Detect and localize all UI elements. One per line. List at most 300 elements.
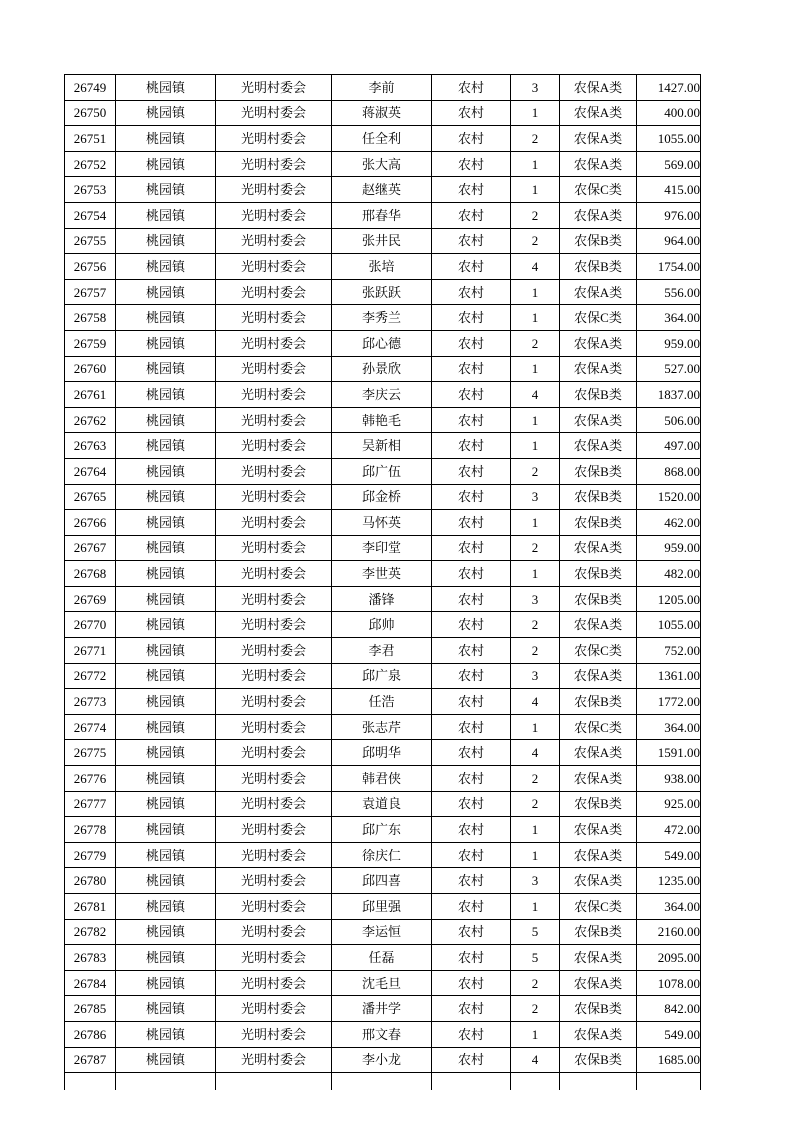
cell-town: 桃园镇 xyxy=(116,100,216,126)
cell-amount: 1055.00 xyxy=(637,612,701,638)
cell-residence-type: 农村 xyxy=(432,894,511,920)
cell-person-name: 张跃跃 xyxy=(332,279,432,305)
cell-insurance-category: 农保A类 xyxy=(560,817,637,843)
cell-amount: 842.00 xyxy=(637,996,701,1022)
cell-person-count: 2 xyxy=(511,535,560,561)
cell-residence-type: 农村 xyxy=(432,407,511,433)
cell-person-name: 李前 xyxy=(332,75,432,101)
cell-person-count: 3 xyxy=(511,484,560,510)
cell-town: 桃园镇 xyxy=(116,766,216,792)
cell-committee: 光明村委会 xyxy=(216,996,332,1022)
cell-id xyxy=(65,1073,116,1090)
table-row xyxy=(65,330,701,356)
cell-residence-type: 农村 xyxy=(432,945,511,971)
cell-committee: 光明村委会 xyxy=(216,202,332,228)
cell-insurance-category: 农保A类 xyxy=(560,356,637,382)
cell-committee: 光明村委会 xyxy=(216,535,332,561)
data-table xyxy=(64,74,701,1090)
cell-amount: 976.00 xyxy=(637,202,701,228)
cell-person-count: 3 xyxy=(511,75,560,101)
cell-amount: 1520.00 xyxy=(637,484,701,510)
cell-id: 26784 xyxy=(65,970,116,996)
cell-insurance-category: 农保A类 xyxy=(560,151,637,177)
cell-amount: 549.00 xyxy=(637,1021,701,1047)
cell-town: 桃园镇 xyxy=(116,970,216,996)
cell-insurance-category: 农保A类 xyxy=(560,842,637,868)
cell-amount: 752.00 xyxy=(637,638,701,664)
cell-committee: 光明村委会 xyxy=(216,254,332,280)
cell-committee: 光明村委会 xyxy=(216,561,332,587)
cell-insurance-category: 农保B类 xyxy=(560,689,637,715)
cell-id: 26763 xyxy=(65,433,116,459)
table-row xyxy=(65,996,701,1022)
cell-id: 26779 xyxy=(65,842,116,868)
table-row xyxy=(65,279,701,305)
cell-amount: 472.00 xyxy=(637,817,701,843)
cell-insurance-category: 农保B类 xyxy=(560,586,637,612)
cell-committee: 光明村委会 xyxy=(216,75,332,101)
cell-insurance-category: 农保B类 xyxy=(560,1047,637,1073)
cell-town: 桃园镇 xyxy=(116,126,216,152)
cell-person-count: 1 xyxy=(511,510,560,536)
cell-person-name xyxy=(332,1073,432,1090)
table-row xyxy=(65,510,701,536)
cell-id: 26764 xyxy=(65,458,116,484)
cell-town: 桃园镇 xyxy=(116,638,216,664)
cell-residence-type: 农村 xyxy=(432,663,511,689)
cell-committee: 光明村委会 xyxy=(216,126,332,152)
cell-committee: 光明村委会 xyxy=(216,305,332,331)
cell-committee: 光明村委会 xyxy=(216,714,332,740)
table-row xyxy=(65,586,701,612)
table-row xyxy=(65,868,701,894)
cell-insurance-category: 农保A类 xyxy=(560,766,637,792)
cell-committee: 光明村委会 xyxy=(216,458,332,484)
cell-insurance-category: 农保C类 xyxy=(560,305,637,331)
cell-town: 桃园镇 xyxy=(116,458,216,484)
cell-amount: 2095.00 xyxy=(637,945,701,971)
cell-amount: 527.00 xyxy=(637,356,701,382)
cell-insurance-category: 农保A类 xyxy=(560,100,637,126)
cell-committee: 光明村委会 xyxy=(216,228,332,254)
cell-person-count: 2 xyxy=(511,202,560,228)
cell-person-name: 邱广伍 xyxy=(332,458,432,484)
cell-person-count: 5 xyxy=(511,945,560,971)
cell-amount: 400.00 xyxy=(637,100,701,126)
cell-amount: 925.00 xyxy=(637,791,701,817)
cell-id: 26770 xyxy=(65,612,116,638)
cell-person-count: 4 xyxy=(511,740,560,766)
cell-insurance-category: 农保A类 xyxy=(560,433,637,459)
cell-insurance-category: 农保A类 xyxy=(560,126,637,152)
cell-amount: 1361.00 xyxy=(637,663,701,689)
cell-id: 26750 xyxy=(65,100,116,126)
cell-insurance-category: 农保A类 xyxy=(560,663,637,689)
cell-person-name: 赵继英 xyxy=(332,177,432,203)
cell-id: 26783 xyxy=(65,945,116,971)
table-row xyxy=(65,1073,701,1090)
cell-town: 桃园镇 xyxy=(116,561,216,587)
cell-id: 26767 xyxy=(65,535,116,561)
cell-id: 26780 xyxy=(65,868,116,894)
cell-town: 桃园镇 xyxy=(116,1047,216,1073)
cell-insurance-category: 农保C类 xyxy=(560,177,637,203)
cell-town: 桃园镇 xyxy=(116,1021,216,1047)
cell-person-count: 1 xyxy=(511,842,560,868)
cell-committee: 光明村委会 xyxy=(216,945,332,971)
cell-town: 桃园镇 xyxy=(116,407,216,433)
cell-id: 26781 xyxy=(65,894,116,920)
cell-insurance-category: 农保A类 xyxy=(560,612,637,638)
cell-insurance-category: 农保B类 xyxy=(560,919,637,945)
table-row xyxy=(65,1021,701,1047)
table-row xyxy=(65,842,701,868)
cell-person-name: 邱广东 xyxy=(332,817,432,843)
cell-id: 26756 xyxy=(65,254,116,280)
cell-person-count: 3 xyxy=(511,663,560,689)
cell-residence-type: 农村 xyxy=(432,202,511,228)
cell-residence-type: 农村 xyxy=(432,638,511,664)
cell-id: 26751 xyxy=(65,126,116,152)
cell-person-count: 3 xyxy=(511,586,560,612)
cell-amount: 959.00 xyxy=(637,330,701,356)
cell-amount: 964.00 xyxy=(637,228,701,254)
cell-person-name: 李运恒 xyxy=(332,919,432,945)
table-row xyxy=(65,228,701,254)
cell-person-count: 4 xyxy=(511,1047,560,1073)
table-row xyxy=(65,638,701,664)
cell-person-count: 1 xyxy=(511,1021,560,1047)
cell-person-count: 1 xyxy=(511,151,560,177)
cell-committee: 光明村委会 xyxy=(216,151,332,177)
cell-person-count: 1 xyxy=(511,305,560,331)
cell-person-count: 1 xyxy=(511,894,560,920)
cell-person-count: 1 xyxy=(511,279,560,305)
table-row xyxy=(65,919,701,945)
cell-residence-type: 农村 xyxy=(432,612,511,638)
cell-town: 桃园镇 xyxy=(116,535,216,561)
cell-residence-type: 农村 xyxy=(432,228,511,254)
cell-amount: 938.00 xyxy=(637,766,701,792)
cell-person-count: 1 xyxy=(511,100,560,126)
cell-town: 桃园镇 xyxy=(116,586,216,612)
cell-id: 26754 xyxy=(65,202,116,228)
cell-person-name: 张大高 xyxy=(332,151,432,177)
cell-committee: 光明村委会 xyxy=(216,279,332,305)
cell-town: 桃园镇 xyxy=(116,177,216,203)
cell-amount: 364.00 xyxy=(637,305,701,331)
cell-insurance-category: 农保B类 xyxy=(560,996,637,1022)
table-row xyxy=(65,714,701,740)
cell-residence-type: 农村 xyxy=(432,305,511,331)
cell-id: 26761 xyxy=(65,382,116,408)
cell-committee: 光明村委会 xyxy=(216,740,332,766)
table-row xyxy=(65,305,701,331)
cell-committee: 光明村委会 xyxy=(216,586,332,612)
table-row xyxy=(65,407,701,433)
table-row xyxy=(65,433,701,459)
cell-person-count: 1 xyxy=(511,356,560,382)
cell-insurance-category: 农保A类 xyxy=(560,202,637,228)
cell-residence-type: 农村 xyxy=(432,535,511,561)
cell-committee: 光明村委会 xyxy=(216,1021,332,1047)
cell-amount: 1427.00 xyxy=(637,75,701,101)
cell-town: 桃园镇 xyxy=(116,305,216,331)
cell-person-count: 2 xyxy=(511,330,560,356)
table-row xyxy=(65,254,701,280)
cell-town: 桃园镇 xyxy=(116,612,216,638)
cell-amount: 2160.00 xyxy=(637,919,701,945)
cell-residence-type: 农村 xyxy=(432,919,511,945)
cell-id: 26765 xyxy=(65,484,116,510)
cell-id: 26785 xyxy=(65,996,116,1022)
cell-committee: 光明村委会 xyxy=(216,612,332,638)
cell-person-count: 2 xyxy=(511,766,560,792)
cell-residence-type: 农村 xyxy=(432,356,511,382)
table-row xyxy=(65,791,701,817)
cell-id: 26769 xyxy=(65,586,116,612)
cell-town: 桃园镇 xyxy=(116,510,216,536)
cell-residence-type: 农村 xyxy=(432,151,511,177)
cell-town: 桃园镇 xyxy=(116,791,216,817)
cell-amount xyxy=(637,1073,701,1090)
cell-residence-type: 农村 xyxy=(432,177,511,203)
cell-amount: 868.00 xyxy=(637,458,701,484)
cell-person-count: 3 xyxy=(511,868,560,894)
cell-residence-type: 农村 xyxy=(432,382,511,408)
cell-residence-type: 农村 xyxy=(432,740,511,766)
cell-committee: 光明村委会 xyxy=(216,868,332,894)
cell-id: 26775 xyxy=(65,740,116,766)
cell-person-count: 1 xyxy=(511,714,560,740)
cell-insurance-category: 农保B类 xyxy=(560,791,637,817)
cell-amount: 462.00 xyxy=(637,510,701,536)
cell-person-name: 张培 xyxy=(332,254,432,280)
cell-residence-type: 农村 xyxy=(432,842,511,868)
table-body xyxy=(65,75,701,1091)
table-row xyxy=(65,561,701,587)
cell-residence-type: 农村 xyxy=(432,100,511,126)
cell-amount: 569.00 xyxy=(637,151,701,177)
cell-id: 26759 xyxy=(65,330,116,356)
cell-town: 桃园镇 xyxy=(116,75,216,101)
cell-town: 桃园镇 xyxy=(116,433,216,459)
cell-residence-type: 农村 xyxy=(432,868,511,894)
cell-insurance-category: 农保C类 xyxy=(560,714,637,740)
table-row xyxy=(65,177,701,203)
cell-committee: 光明村委会 xyxy=(216,100,332,126)
cell-committee: 光明村委会 xyxy=(216,330,332,356)
cell-residence-type: 农村 xyxy=(432,714,511,740)
cell-person-name: 吴新相 xyxy=(332,433,432,459)
cell-town: 桃园镇 xyxy=(116,663,216,689)
cell-person-count: 2 xyxy=(511,126,560,152)
cell-town: 桃园镇 xyxy=(116,945,216,971)
cell-person-name: 邱帅 xyxy=(332,612,432,638)
cell-person-name: 孙景欣 xyxy=(332,356,432,382)
cell-insurance-category: 农保A类 xyxy=(560,970,637,996)
cell-id: 26774 xyxy=(65,714,116,740)
cell-residence-type xyxy=(432,1073,511,1090)
cell-committee: 光明村委会 xyxy=(216,382,332,408)
cell-amount: 415.00 xyxy=(637,177,701,203)
cell-person-count xyxy=(511,1073,560,1090)
cell-id: 26766 xyxy=(65,510,116,536)
cell-id: 26786 xyxy=(65,1021,116,1047)
cell-residence-type: 农村 xyxy=(432,970,511,996)
cell-town: 桃园镇 xyxy=(116,356,216,382)
cell-insurance-category: 农保B类 xyxy=(560,484,637,510)
table-row xyxy=(65,740,701,766)
cell-amount: 506.00 xyxy=(637,407,701,433)
cell-residence-type: 农村 xyxy=(432,791,511,817)
cell-town: 桃园镇 xyxy=(116,254,216,280)
cell-id: 26771 xyxy=(65,638,116,664)
table-row xyxy=(65,151,701,177)
cell-town: 桃园镇 xyxy=(116,817,216,843)
cell-id: 26776 xyxy=(65,766,116,792)
cell-amount: 1078.00 xyxy=(637,970,701,996)
cell-amount: 1685.00 xyxy=(637,1047,701,1073)
cell-residence-type: 农村 xyxy=(432,75,511,101)
cell-insurance-category: 农保B类 xyxy=(560,254,637,280)
cell-person-count: 5 xyxy=(511,919,560,945)
cell-committee: 光明村委会 xyxy=(216,638,332,664)
cell-committee: 光明村委会 xyxy=(216,894,332,920)
cell-insurance-category: 农保A类 xyxy=(560,330,637,356)
data-table-container xyxy=(64,74,702,1090)
cell-person-count: 1 xyxy=(511,561,560,587)
cell-amount: 1205.00 xyxy=(637,586,701,612)
cell-person-name: 马怀英 xyxy=(332,510,432,536)
cell-person-name: 沈毛旦 xyxy=(332,970,432,996)
cell-committee: 光明村委会 xyxy=(216,766,332,792)
cell-committee: 光明村委会 xyxy=(216,433,332,459)
cell-person-name: 邱里强 xyxy=(332,894,432,920)
cell-committee: 光明村委会 xyxy=(216,817,332,843)
cell-residence-type: 农村 xyxy=(432,330,511,356)
cell-insurance-category: 农保A类 xyxy=(560,1021,637,1047)
table-row xyxy=(65,766,701,792)
table-row xyxy=(65,945,701,971)
cell-id: 26777 xyxy=(65,791,116,817)
cell-person-name: 潘锋 xyxy=(332,586,432,612)
cell-person-name: 韩君侠 xyxy=(332,766,432,792)
cell-id: 26757 xyxy=(65,279,116,305)
cell-insurance-category: 农保A类 xyxy=(560,407,637,433)
cell-insurance-category: 农保A类 xyxy=(560,279,637,305)
cell-insurance-category: 农保B类 xyxy=(560,510,637,536)
cell-residence-type: 农村 xyxy=(432,817,511,843)
cell-amount: 1837.00 xyxy=(637,382,701,408)
cell-id: 26768 xyxy=(65,561,116,587)
cell-town: 桃园镇 xyxy=(116,279,216,305)
cell-amount: 549.00 xyxy=(637,842,701,868)
table-row xyxy=(65,663,701,689)
cell-id: 26749 xyxy=(65,75,116,101)
cell-person-name: 李君 xyxy=(332,638,432,664)
cell-residence-type: 农村 xyxy=(432,279,511,305)
cell-town: 桃园镇 xyxy=(116,996,216,1022)
cell-amount: 1235.00 xyxy=(637,868,701,894)
cell-amount: 497.00 xyxy=(637,433,701,459)
cell-person-count: 2 xyxy=(511,228,560,254)
cell-town: 桃园镇 xyxy=(116,484,216,510)
cell-amount: 1754.00 xyxy=(637,254,701,280)
cell-amount: 1591.00 xyxy=(637,740,701,766)
cell-committee: 光明村委会 xyxy=(216,510,332,536)
cell-id: 26752 xyxy=(65,151,116,177)
cell-person-name: 潘井学 xyxy=(332,996,432,1022)
cell-id: 26762 xyxy=(65,407,116,433)
cell-amount: 364.00 xyxy=(637,894,701,920)
cell-committee: 光明村委会 xyxy=(216,484,332,510)
cell-person-count: 1 xyxy=(511,433,560,459)
cell-id: 26758 xyxy=(65,305,116,331)
cell-person-name: 徐庆仁 xyxy=(332,842,432,868)
cell-id: 26772 xyxy=(65,663,116,689)
cell-committee xyxy=(216,1073,332,1090)
cell-residence-type: 农村 xyxy=(432,510,511,536)
cell-committee: 光明村委会 xyxy=(216,1047,332,1073)
cell-residence-type: 农村 xyxy=(432,766,511,792)
cell-residence-type: 农村 xyxy=(432,126,511,152)
cell-person-name: 李世英 xyxy=(332,561,432,587)
cell-committee: 光明村委会 xyxy=(216,970,332,996)
table-row xyxy=(65,100,701,126)
cell-committee: 光明村委会 xyxy=(216,689,332,715)
table-row xyxy=(65,484,701,510)
cell-insurance-category: 农保B类 xyxy=(560,561,637,587)
cell-residence-type: 农村 xyxy=(432,433,511,459)
cell-person-count: 2 xyxy=(511,970,560,996)
cell-person-name: 邢春华 xyxy=(332,202,432,228)
cell-insurance-category: 农保C类 xyxy=(560,894,637,920)
cell-committee: 光明村委会 xyxy=(216,842,332,868)
cell-id: 26773 xyxy=(65,689,116,715)
cell-town: 桃园镇 xyxy=(116,894,216,920)
cell-person-name: 邱心德 xyxy=(332,330,432,356)
cell-id: 26760 xyxy=(65,356,116,382)
cell-person-name: 张井民 xyxy=(332,228,432,254)
cell-insurance-category: 农保B类 xyxy=(560,228,637,254)
cell-insurance-category: 农保B类 xyxy=(560,458,637,484)
cell-person-name: 袁道良 xyxy=(332,791,432,817)
cell-town: 桃园镇 xyxy=(116,842,216,868)
cell-person-name: 任浩 xyxy=(332,689,432,715)
cell-person-name: 李庆云 xyxy=(332,382,432,408)
cell-residence-type: 农村 xyxy=(432,458,511,484)
cell-residence-type: 农村 xyxy=(432,586,511,612)
cell-person-name: 李秀兰 xyxy=(332,305,432,331)
cell-committee: 光明村委会 xyxy=(216,407,332,433)
cell-person-count: 2 xyxy=(511,458,560,484)
cell-committee: 光明村委会 xyxy=(216,356,332,382)
cell-person-name: 邱明华 xyxy=(332,740,432,766)
cell-insurance-category: 农保A类 xyxy=(560,945,637,971)
table-row xyxy=(65,356,701,382)
table-row xyxy=(65,202,701,228)
cell-town: 桃园镇 xyxy=(116,330,216,356)
cell-amount: 556.00 xyxy=(637,279,701,305)
cell-person-name: 任磊 xyxy=(332,945,432,971)
cell-id: 26782 xyxy=(65,919,116,945)
cell-town xyxy=(116,1073,216,1090)
cell-town: 桃园镇 xyxy=(116,202,216,228)
cell-town: 桃园镇 xyxy=(116,228,216,254)
cell-town: 桃园镇 xyxy=(116,151,216,177)
cell-person-name: 张志芹 xyxy=(332,714,432,740)
